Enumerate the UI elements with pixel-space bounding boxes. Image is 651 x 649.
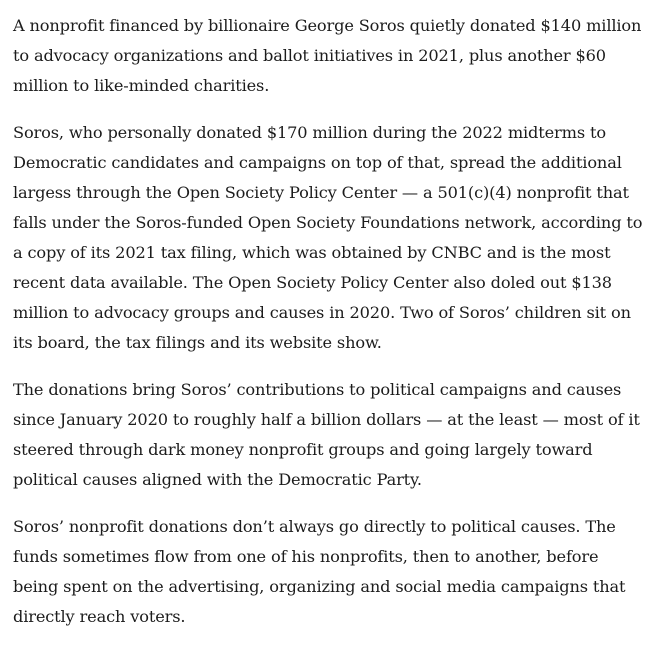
article-paragraph-2: Soros, who personally donated $170 million during the 2022 midterms to Democratic candidates and campaigns on top of that, spread the additional largess through the Open Society Policy Center — a 501(c)(4) nonprofit that falls under the Soros-funded Open Society Foundations network, according to a copy of its 2021 tax filing, which was obtained by CNBC and is the most recent data available. The Open Society Policy Center also doled out $138 million to advocacy groups and causes in 2020. Two of Soros’ children sit on its board, the tax filings and its website show. [13, 123, 643, 352]
article-paragraph-1: A nonprofit financed by billionaire George Soros quietly donated $140 million to advocacy organizations and ballot initiatives in 2021, plus another $60 million to like-minded charities. [13, 16, 642, 95]
article-paragraph-4: Soros’ nonprofit donations don’t always go directly to political causes. The funds sometimes flow from one of his nonprofits, then to another, before being spent on the advertising, organizing and social media campaigns that directly reach voters. [13, 517, 626, 626]
article-body [13, 11, 645, 649]
article-paragraph-3: The donations bring Soros’ contributions to political campaigns and causes since January 2020 to roughly half a billion dollars — at the least — most of it steered through dark money nonprofit groups and going largely toward political causes aligned with the Democratic Party. [13, 380, 640, 489]
